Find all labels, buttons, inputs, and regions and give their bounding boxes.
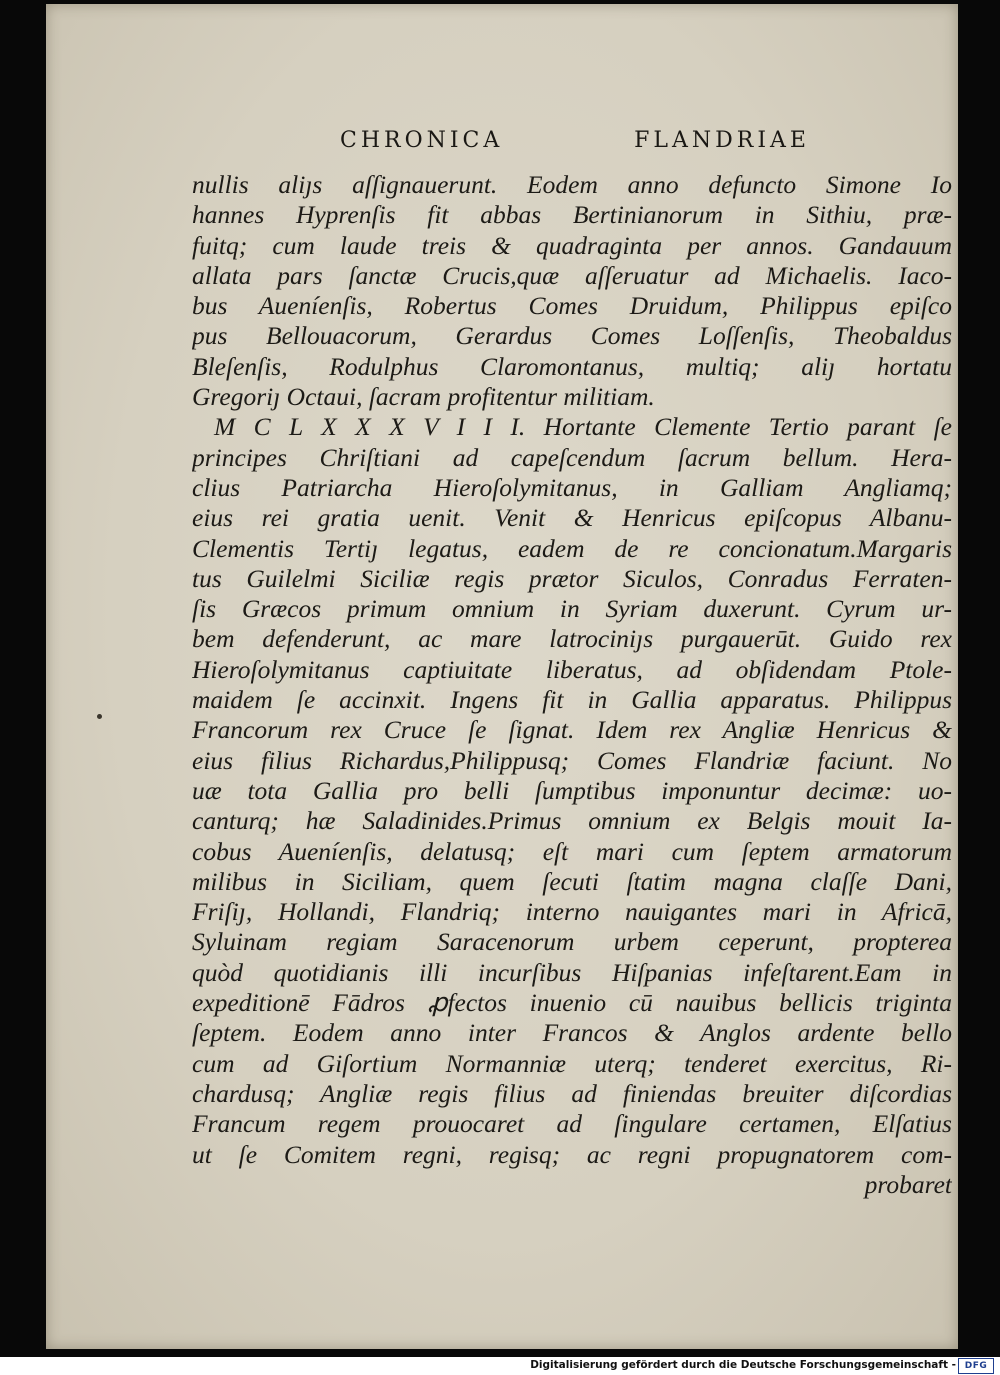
text-line: Syluinam regiam Saracenorum urbem ceperunt, propterea (192, 927, 952, 957)
text-line: pus Bellouacorum, Gerardus Comes Loſſenſis, Theobaldus (192, 321, 952, 351)
funding-credit: Digitalisierung gefördert durch die Deutsche Forschungsgemeinschaft - (530, 1359, 956, 1371)
text-line: expeditionē Fādros ꝓfectos inuenio cū nauibus bellicis triginta (192, 988, 952, 1018)
running-head-left: CHRONICA (340, 128, 504, 153)
text-line: Clementis Tertiȷ legatus, eadem de re concionatum.Margaris (192, 533, 952, 563)
text-line: cobus Aueníenſis, delatusq; eſt mari cum ſeptem armatorum (192, 836, 952, 866)
dfg-logo: DFG (958, 1358, 994, 1374)
text-line: ſis Græcos primum omnium in Syriam duxerunt. Cyrum ur- (192, 594, 952, 624)
text-line: clius Patriarcha Hieroſolymitanus, in Galliam Angliamq; (192, 472, 952, 502)
text-line: milibus in Siciliam, quem ſecuti ſtatim magna claſſe Dani, (192, 866, 952, 896)
text-line: nullis aliȷs aſſignauerunt. Eodem anno defuncto Simone Io (192, 170, 952, 199)
text-line: Gregoriȷ Octaui, ſacram profitentur militiam. (192, 382, 655, 412)
margin-ink-dot (97, 714, 102, 719)
text-line: Hieroſolymitanus captiuitate liberatus, ad obſidendam Ptole- (192, 654, 952, 684)
text-line: principes Chriſtiani ad capeſcendum ſacrum bellum. Hera- (192, 442, 952, 472)
text-line: Bleſenſis, Rodulphus Claromontanus, multiq; aliȷ hortatu (192, 351, 952, 381)
running-head (340, 128, 810, 158)
text-line: M C L X X X V I I I. Hortante Clemente Tertio parant ſe (214, 412, 952, 442)
text-line: hannes Hyprenſis fit abbas Bertinianorum in Sithiu, præ- (192, 200, 952, 230)
text-line: canturq; hæ Saladinides.Primus omnium ex Belgis mouit Ia- (192, 806, 952, 836)
text-line: Francum regem prouocaret ad ſingulare certamen, Elſatius (192, 1109, 952, 1139)
text-line: eius filius Richardus,Philippusq; Comes Flandriæ faciunt. No (192, 745, 952, 775)
text-line: tus Guilelmi Siciliæ regis prætor Siculos, Conradus Ferraten- (192, 563, 952, 593)
text-line: bem defenderunt, ac mare latrociniȷs purgauerūt. Guido rex (192, 624, 952, 654)
running-head-right: FLANDRIAE (634, 128, 810, 153)
text-line: quòd quotidianis illi incurſibus Hiſpanias infeſtarent.Eam in (192, 957, 952, 987)
text-line: chardusq; Angliæ regis filius ad finiendas breuiter diſcordias (192, 1078, 952, 1108)
text-line: bus Aueníenſis, Robertus Comes Druidum, Philippus epiſco (192, 291, 952, 321)
text-line: eius rei gratia uenit. Venit & Henricus epiſcopus Albanu- (192, 503, 952, 533)
text-line: allata pars ſanctæ Crucis,quæ aſſeruatur ad Michaelis. Iaco- (192, 260, 952, 290)
text-line: Francorum rex Cruce ſe ſignat. Idem rex Angliæ Henricus & (192, 715, 952, 745)
text-line: ſeptem. Eodem anno inter Francos & Anglos ardente bello (192, 1018, 952, 1048)
text-line: fuitq; cum laude treis & quadraginta per annos. Gandauum (192, 230, 952, 260)
text-line: uæ tota Gallia pro belli ſumptibus imponuntur decimæ: uo- (192, 775, 952, 805)
text-line: Friſiȷ, Hollandi, Flandriq; interno nauigantes mari in Africā, (192, 897, 952, 927)
body-text (192, 170, 952, 1200)
catchword: probaret (864, 1169, 952, 1199)
text-line: maidem ſe accinxit. Ingens fit in Gallia apparatus. Philippus (192, 685, 952, 715)
text-line: ut ſe Comitem regni, regisq; ac regni propugnatorem com- (192, 1139, 952, 1169)
text-line: cum ad Giſortium Normanniæ uterq; tenderet exercitus, Ri- (192, 1048, 952, 1078)
